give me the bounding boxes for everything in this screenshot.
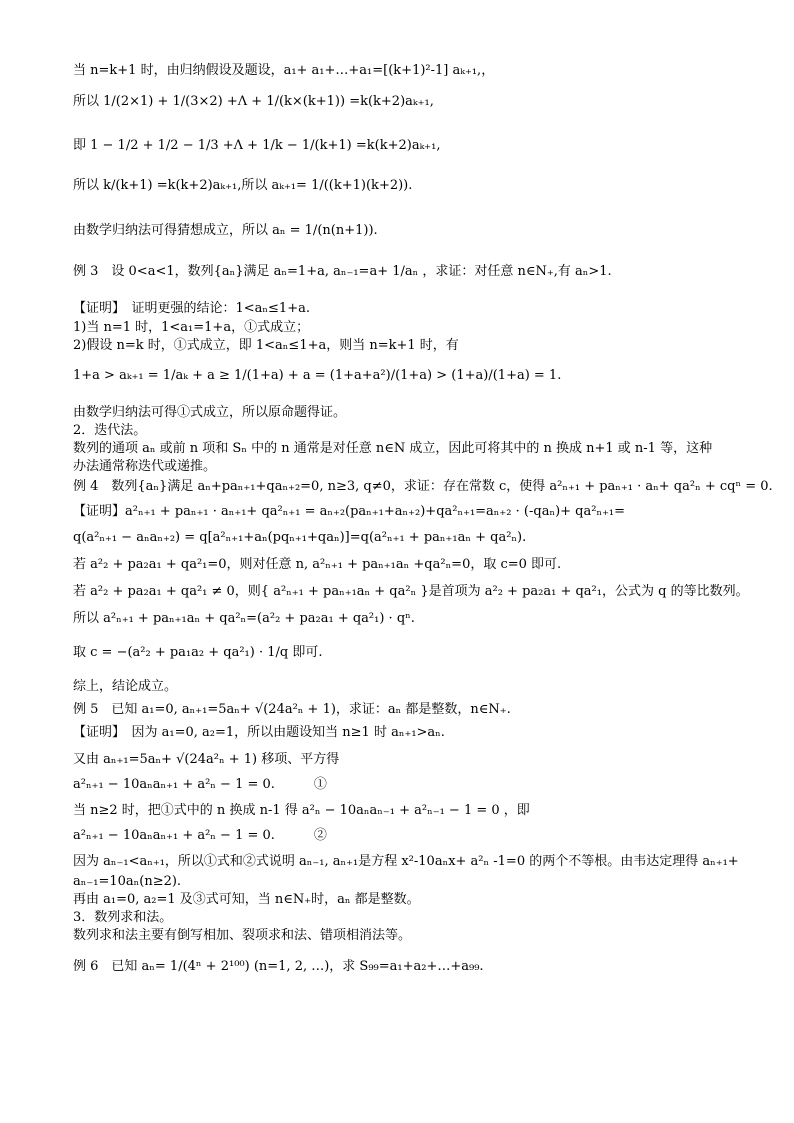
text-line-7: 【证明】 证明更强的结论：1<aₙ≤1+a. bbox=[73, 301, 310, 316]
text-line-25: 又由 aₙ₊₁=5aₙ+ √(24a²ₙ + 1) 移项、平方得 bbox=[73, 752, 340, 767]
text-line-22: 综上，结论成立。 bbox=[73, 679, 178, 694]
text-line-8: 1)当 n=1 时，1<a₁=1+a，①式成立； bbox=[73, 320, 310, 335]
text-line-16: 【证明】a²ₙ₊₁ + paₙ₊₁ · aₙ₊₁+ qa²ₙ₊₁ = aₙ₊₂(paₙ₊₁+aₙ₊₂)+qa²ₙ₊₁=aₙ₊₂ · (-qaₙ)+ qa²ₙ₊₁= bbox=[73, 504, 626, 519]
text-line-32: 3．数列求和法。 bbox=[73, 910, 173, 925]
text-line-10: 1+a > aₖ₊₁ = 1/aₖ + a ≥ 1/(1+a) + a = (1+a+a²)/(1+a) > (1+a)/(1+a) = 1. bbox=[73, 368, 562, 383]
text-line-19: 若 a²₂ + pa₂a₁ + qa²₁ ≠ 0，则{ a²ₙ₊₁ + paₙ₊₁aₙ + qa²ₙ }是首项为 a²₂ + pa₂a₁ + qa²₁，公式为 q 的等比数列。 bbox=[73, 584, 749, 599]
text-line-13: 数列的通项 aₙ 或前 n 项和 Sₙ 中的 n 通常是对任意 n∈N 成立，因此可将其中的 n 换成 n+1 或 n-1 等，这种 bbox=[73, 441, 713, 456]
text-line-17: q(a²ₙ₊₁ − aₙaₙ₊₂) = q[a²ₙ₊₁+aₙ(pqₙ₊₁+qaₙ)]=q(a²ₙ₊₁ + paₙ₊₁aₙ + qa²ₙ). bbox=[73, 530, 527, 545]
text-line-21: 取 c = −(a²₂ + pa₁a₂ + qa²₁) · 1/q 即可. bbox=[73, 645, 323, 660]
text-line-33: 数列求和法主要有倒写相加、裂项求和法、错项相消法等。 bbox=[73, 928, 412, 943]
text-line-23: 例 5 已知 a₁=0, aₙ₊₁=5aₙ+ √(24a²ₙ + 1)，求证：aₙ 都是整数，n∈N₊. bbox=[73, 702, 511, 717]
text-line-12: 2．迭代法。 bbox=[73, 423, 147, 438]
text-line-20: 所以 a²ₙ₊₁ + paₙ₊₁aₙ + qa²ₙ=(a²₂ + pa₂a₁ + qa²₁) · qⁿ. bbox=[73, 611, 415, 626]
text-line-2: 所以 1/(2×1) + 1/(3×2) +Λ + 1/(k×(k+1)) =k(k+2)aₖ₊₁, bbox=[73, 94, 434, 109]
text-line-31: 再由 a₁=0, a₂=1 及③式可知，当 n∈N₊时，aₙ 都是整数。 bbox=[73, 892, 420, 907]
text-line-14: 办法通常称迭代或递推。 bbox=[73, 459, 217, 474]
text-line-26: a²ₙ₊₁ − 10aₙaₙ₊₁ + a²ₙ − 1 = 0. ① bbox=[73, 777, 327, 792]
text-line-27: 当 n≥2 时，把①式中的 n 换成 n-1 得 a²ₙ − 10aₙaₙ₋₁ + a²ₙ₋₁ − 1 = 0 ，即 bbox=[73, 803, 530, 818]
text-line-5: 由数学归纳法可得猜想成立，所以 aₙ = 1/(n(n+1)). bbox=[73, 223, 378, 238]
text-line-6: 例 3 设 0<a<1，数列{aₙ}满足 aₙ=1+a, aₙ₋₁=a+ 1/aₙ ，求证：对任意 n∈N₊,有 aₙ>1. bbox=[73, 264, 612, 279]
text-line-15: 例 4 数列{aₙ}满足 aₙ+paₙ₊₁+qaₙ₊₂=0, n≥3, q≠0，求证：存在常数 c，使得 a²ₙ₊₁ + paₙ₊₁ · aₙ+ qa²ₙ + cqⁿ = 0. bbox=[73, 479, 773, 494]
text-line-9: 2)假设 n=k 时，①式成立，即 1<aₙ≤1+a，则当 n=k+1 时，有 bbox=[73, 338, 459, 353]
text-line-3: 即 1 − 1/2 + 1/2 − 1/3 +Λ + 1/k − 1/(k+1) =k(k+2)aₖ₊₁, bbox=[73, 138, 441, 153]
text-line-11: 由数学归纳法可得①式成立，所以原命题得证。 bbox=[73, 405, 347, 420]
text-line-24: 【证明】 因为 a₁=0, a₂=1，所以由题设知当 n≥1 时 aₙ₊₁>aₙ. bbox=[73, 725, 445, 740]
text-line-30: aₙ₋₁=10aₙ(n≥2). bbox=[73, 874, 182, 889]
text-line-34: 例 6 已知 aₙ= 1/(4ⁿ + 2¹⁰⁰) (n=1, 2, …)，求 S₉₉=a₁+a₂+…+a₉₉. bbox=[73, 959, 484, 974]
text-line-4: 所以 k/(k+1) =k(k+2)aₖ₊₁,所以 aₖ₊₁= 1/((k+1)(k+2)). bbox=[73, 178, 413, 193]
text-line-28: a²ₙ₊₁ − 10aₙaₙ₊₁ + a²ₙ − 1 = 0. ② bbox=[73, 828, 327, 843]
text-line-18: 若 a²₂ + pa₂a₁ + qa²₁=0，则对任意 n, a²ₙ₊₁ + paₙ₊₁aₙ +qa²ₙ=0，取 c=0 即可. bbox=[73, 557, 562, 572]
text-line-29: 因为 aₙ₋₁<aₙ₊₁，所以①式和②式说明 aₙ₋₁, aₙ₊₁是方程 x²-10aₙx+ a²ₙ -1=0 的两个不等根。由韦达定理得 aₙ₊₁+ bbox=[73, 854, 739, 869]
text-line-1: 当 n=k+1 时，由归纳假设及题设，a₁+ a₁+…+a₁=[(k+1)²-1] aₖ₊₁,， bbox=[73, 63, 495, 78]
